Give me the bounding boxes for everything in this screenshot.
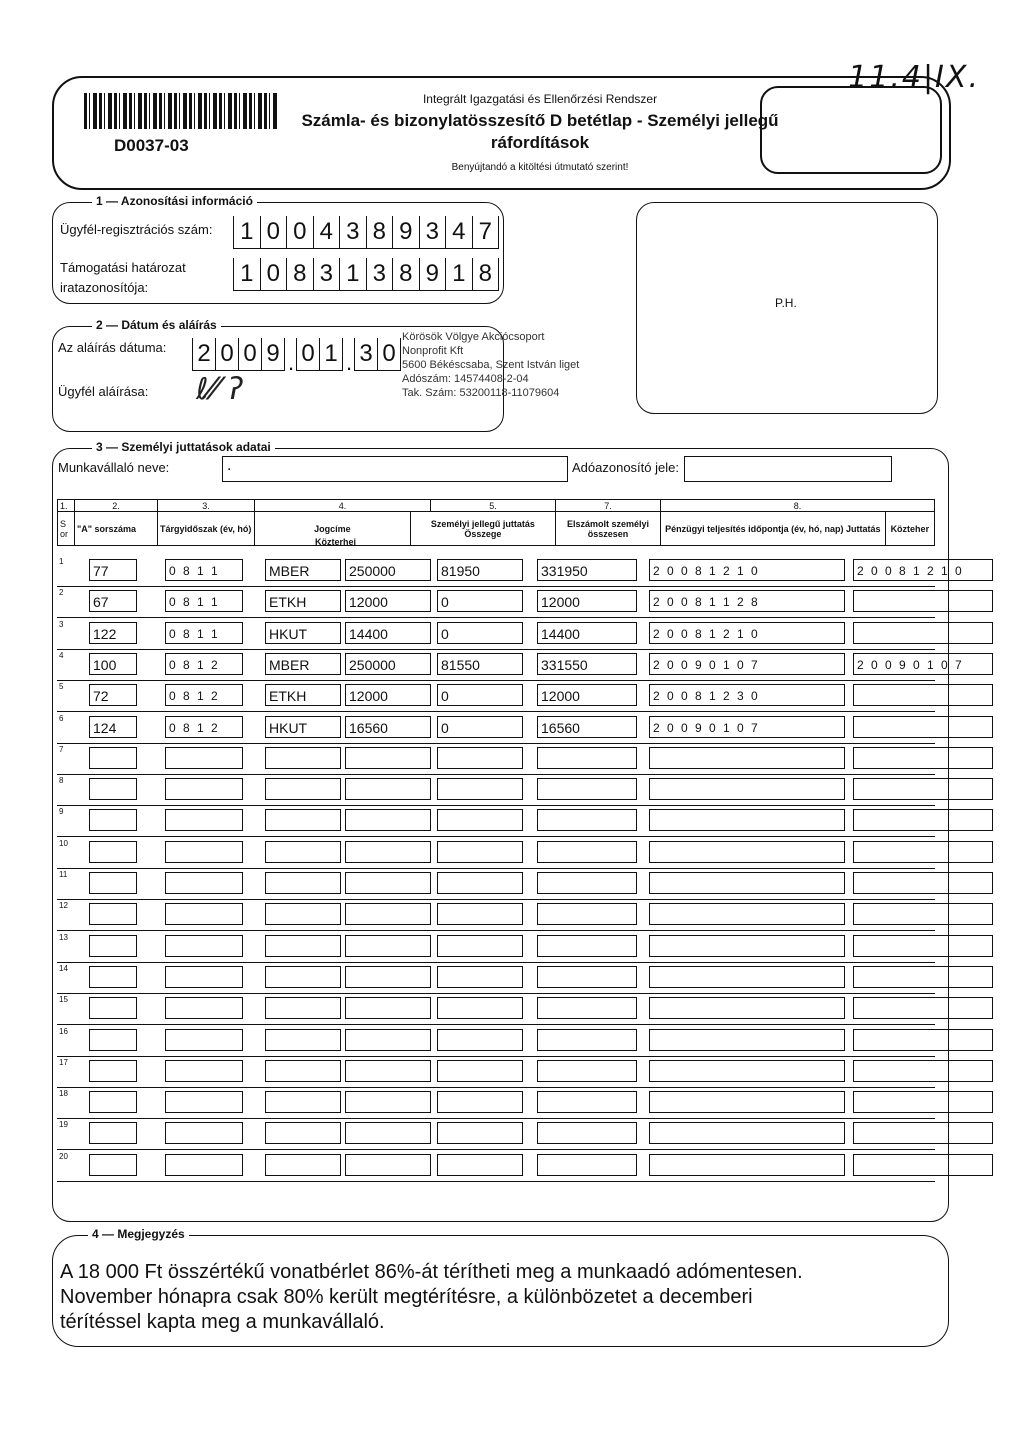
cell-tax[interactable]: 81950 bbox=[437, 559, 523, 581]
row-number: 12 bbox=[59, 901, 68, 911]
row-number: 17 bbox=[59, 1057, 68, 1067]
cell-period[interactable] bbox=[165, 966, 243, 988]
cell-total[interactable] bbox=[537, 778, 637, 800]
col-number: 3. bbox=[158, 500, 255, 512]
table-row bbox=[57, 555, 964, 587]
cell-amount[interactable] bbox=[345, 1154, 431, 1176]
col-number: 1. bbox=[58, 500, 75, 512]
employee-name-label: Munkavállaló neve: bbox=[58, 460, 170, 475]
row-number: 14 bbox=[59, 963, 68, 973]
remark-line: November hónapra csak 80% került megtérítésre, a különbözetet a decemberi bbox=[60, 1286, 753, 1308]
table-row bbox=[57, 1025, 935, 1057]
cell-a[interactable] bbox=[89, 809, 137, 831]
digit-box: 9 bbox=[261, 338, 285, 371]
cell-paid[interactable]: 2 0 0 8 1 1 2 8 bbox=[649, 590, 845, 612]
cell-tax[interactable] bbox=[437, 747, 523, 769]
row-number: 8 bbox=[59, 776, 64, 786]
cell-tax[interactable] bbox=[437, 841, 523, 863]
cell-total[interactable] bbox=[537, 809, 637, 831]
remark-line: A 18 000 Ft összértékű vonatbérlet 86%-át térítheti meg a munkaadó adómentesen. bbox=[60, 1261, 803, 1283]
cell-a[interactable] bbox=[89, 872, 137, 894]
section3-title: 3 — Személyi juttatások adatai bbox=[92, 440, 275, 454]
date-separator: . bbox=[288, 350, 295, 375]
digit-box: 7 bbox=[472, 216, 500, 249]
cell-type[interactable]: ETKH bbox=[265, 590, 341, 612]
cell-total[interactable]: 331550 bbox=[537, 653, 637, 675]
cell-type[interactable]: MBER bbox=[265, 559, 341, 581]
organization-stamp bbox=[402, 330, 632, 400]
reg-number-label: Ügyfél-regisztrációs szám: bbox=[60, 222, 213, 237]
digit-box: 3 bbox=[419, 216, 446, 249]
cell-amount[interactable]: 16560 bbox=[345, 716, 431, 738]
row-number: 4 bbox=[59, 650, 64, 660]
digit-box: 3 bbox=[313, 258, 340, 291]
cell-total[interactable] bbox=[537, 997, 637, 1019]
cell-type[interactable] bbox=[265, 778, 341, 800]
cell-amount[interactable] bbox=[345, 809, 431, 831]
date-year-digits[interactable] bbox=[192, 338, 285, 371]
digit-box: 1 bbox=[233, 216, 260, 249]
table-row bbox=[57, 1056, 935, 1088]
cell-tax[interactable] bbox=[437, 966, 523, 988]
cell-type[interactable] bbox=[265, 872, 341, 894]
handwritten-corner-note: 11.4|IX. bbox=[848, 60, 980, 95]
header-row-number: S or bbox=[58, 512, 75, 546]
cell-period[interactable]: 0 8 1 1 bbox=[165, 622, 243, 644]
digit-box: 3 bbox=[366, 258, 393, 291]
table-row bbox=[57, 743, 935, 775]
cell-period[interactable] bbox=[165, 1091, 243, 1113]
cell-amount[interactable] bbox=[345, 1060, 431, 1082]
decision-label-line2: iratazonosítója: bbox=[60, 280, 149, 295]
table-row bbox=[57, 899, 935, 931]
cell-total[interactable] bbox=[537, 747, 637, 769]
stamp-line: Tak. Szám: 53200118-11079604 bbox=[402, 387, 560, 399]
table-row bbox=[57, 774, 935, 806]
row-number: 20 bbox=[59, 1151, 68, 1161]
cell-amount[interactable]: 12000 bbox=[345, 684, 431, 706]
registration-stamp-box bbox=[760, 86, 942, 174]
decision-id-digits[interactable] bbox=[233, 258, 499, 291]
table-row bbox=[57, 649, 964, 681]
row-number: 7 bbox=[59, 744, 64, 754]
cell-paid[interactable]: 2 0 0 9 0 1 0 7 bbox=[649, 653, 845, 675]
cell-a[interactable] bbox=[89, 903, 137, 925]
cell-taxpaid[interactable] bbox=[853, 872, 993, 894]
cell-paid[interactable] bbox=[649, 903, 845, 925]
cell-paid[interactable] bbox=[649, 1154, 845, 1176]
cell-taxpaid[interactable] bbox=[853, 903, 993, 925]
cell-a[interactable] bbox=[89, 935, 137, 957]
cell-amount[interactable] bbox=[345, 903, 431, 925]
table-row bbox=[57, 1150, 935, 1182]
cell-amount[interactable]: 250000 bbox=[345, 559, 431, 581]
cell-total[interactable]: 16560 bbox=[537, 716, 637, 738]
cell-amount[interactable]: 250000 bbox=[345, 653, 431, 675]
cell-type[interactable]: MBER bbox=[265, 653, 341, 675]
digit-box: 1 bbox=[233, 258, 260, 291]
digit-box: 4 bbox=[313, 216, 340, 249]
cell-type[interactable] bbox=[265, 997, 341, 1019]
cell-a[interactable] bbox=[89, 997, 137, 1019]
row-number: 13 bbox=[59, 932, 68, 942]
row-number: 6 bbox=[59, 713, 64, 723]
digit-box: 0 bbox=[296, 338, 319, 371]
cell-paid[interactable] bbox=[649, 1091, 845, 1113]
digit-box: 0 bbox=[260, 216, 287, 249]
table-row bbox=[57, 868, 935, 900]
cell-tax[interactable] bbox=[437, 1154, 523, 1176]
cell-period[interactable] bbox=[165, 747, 243, 769]
cell-taxpaid[interactable] bbox=[853, 778, 993, 800]
cell-period[interactable] bbox=[165, 935, 243, 957]
seal-label: P.H. bbox=[775, 296, 797, 310]
row-number: 2 bbox=[59, 588, 64, 598]
cell-amount[interactable] bbox=[345, 997, 431, 1019]
cell-period[interactable] bbox=[165, 1029, 243, 1051]
section1-title: 1 — Azonosítási információ bbox=[92, 194, 257, 208]
cell-total[interactable] bbox=[537, 903, 637, 925]
cell-tax[interactable] bbox=[437, 872, 523, 894]
cell-a[interactable]: 100 bbox=[89, 653, 137, 675]
cell-total[interactable]: 12000 bbox=[537, 590, 637, 612]
cell-paid[interactable] bbox=[649, 1122, 845, 1144]
stamp-line: Nonprofit Kft bbox=[402, 345, 464, 357]
cell-a[interactable] bbox=[89, 747, 137, 769]
cell-type[interactable]: ETKH bbox=[265, 684, 341, 706]
digit-box: 3 bbox=[354, 338, 377, 371]
cell-taxpaid[interactable] bbox=[853, 1091, 993, 1113]
cell-a[interactable]: 72 bbox=[89, 684, 137, 706]
taxid-label: Adóazonosító jele: bbox=[572, 460, 679, 475]
cell-tax[interactable]: 81550 bbox=[437, 653, 523, 675]
cell-paid[interactable] bbox=[649, 997, 845, 1019]
cell-tax[interactable] bbox=[437, 1029, 523, 1051]
table-row bbox=[57, 618, 935, 650]
cell-type[interactable] bbox=[265, 747, 341, 769]
cell-period[interactable] bbox=[165, 1122, 243, 1144]
cell-tax[interactable]: 0 bbox=[437, 622, 523, 644]
cell-period[interactable]: 0 8 1 2 bbox=[165, 716, 243, 738]
cell-type[interactable] bbox=[265, 1091, 341, 1113]
cell-amount[interactable] bbox=[345, 747, 431, 769]
cell-total[interactable] bbox=[537, 1154, 637, 1176]
cell-period[interactable] bbox=[165, 778, 243, 800]
date-separator: . bbox=[346, 350, 353, 375]
table-row bbox=[57, 805, 935, 837]
cell-total[interactable] bbox=[537, 1091, 637, 1113]
cell-taxpaid[interactable] bbox=[853, 622, 993, 644]
cell-a[interactable] bbox=[89, 1154, 137, 1176]
cell-tax[interactable] bbox=[437, 809, 523, 831]
col-number: 4. bbox=[255, 500, 431, 512]
row-number: 19 bbox=[59, 1120, 68, 1130]
table-row bbox=[57, 680, 935, 712]
cell-a[interactable] bbox=[89, 841, 137, 863]
cell-type[interactable] bbox=[265, 809, 341, 831]
section2-title: 2 — Dátum és aláírás bbox=[92, 318, 221, 332]
cell-paid[interactable] bbox=[649, 966, 845, 988]
date-label: Az aláírás dátuma: bbox=[58, 340, 167, 355]
cell-a[interactable] bbox=[89, 778, 137, 800]
barcode bbox=[84, 93, 278, 129]
decision-label-line1: Támogatási határozat bbox=[60, 260, 186, 275]
cell-paid[interactable] bbox=[649, 1060, 845, 1082]
cell-amount[interactable] bbox=[345, 966, 431, 988]
cell-tax[interactable] bbox=[437, 903, 523, 925]
cell-paid[interactable]: 2 0 0 9 0 1 0 7 bbox=[649, 716, 845, 738]
cell-period[interactable]: 0 8 1 2 bbox=[165, 653, 243, 675]
cell-total[interactable] bbox=[537, 1060, 637, 1082]
cell-taxpaid[interactable] bbox=[853, 590, 993, 612]
cell-period[interactable]: 0 8 1 1 bbox=[165, 590, 243, 612]
cell-period[interactable] bbox=[165, 841, 243, 863]
cell-total[interactable] bbox=[537, 872, 637, 894]
digit-box: 3 bbox=[339, 216, 366, 249]
digit-box: 9 bbox=[392, 216, 419, 249]
cell-tax[interactable]: 0 bbox=[437, 684, 523, 706]
table-row bbox=[57, 1087, 935, 1119]
cell-a[interactable] bbox=[89, 1060, 137, 1082]
cell-amount[interactable] bbox=[345, 935, 431, 957]
cell-a[interactable]: 77 bbox=[89, 559, 137, 581]
cell-amount[interactable] bbox=[345, 1091, 431, 1113]
cell-type[interactable]: HKUT bbox=[265, 622, 341, 644]
system-name: Integrált Igazgatási és Ellenőrzési Rendszer bbox=[422, 92, 658, 106]
stamp-line: Adószám: 14574408-2-04 bbox=[402, 373, 529, 385]
cell-period[interactable] bbox=[165, 1154, 243, 1176]
cell-a[interactable] bbox=[89, 1091, 137, 1113]
cell-taxpaid[interactable] bbox=[853, 1029, 993, 1051]
cell-taxpaid[interactable] bbox=[853, 1122, 993, 1144]
remark-line: térítéssel kapta meg a munkavállaló. bbox=[60, 1311, 385, 1333]
cell-amount[interactable] bbox=[345, 1122, 431, 1144]
header-payment-date: Pénzügyi teljesítés időpontja (év, hó, nap) Juttatás bbox=[661, 512, 886, 546]
cell-type[interactable] bbox=[265, 1060, 341, 1082]
row-number: 11 bbox=[59, 870, 68, 879]
cell-period[interactable]: 0 8 1 1 bbox=[165, 559, 243, 581]
digit-box: 8 bbox=[472, 258, 500, 291]
cell-tax[interactable] bbox=[437, 997, 523, 1019]
cell-amount[interactable]: 14400 bbox=[345, 622, 431, 644]
digit-box: 1 bbox=[339, 258, 366, 291]
cell-taxpaid[interactable]: 2 0 0 8 1 2 1 0 bbox=[853, 559, 993, 581]
cell-type[interactable] bbox=[265, 841, 341, 863]
cell-total[interactable] bbox=[537, 1122, 637, 1144]
cell-taxpaid[interactable] bbox=[853, 997, 993, 1019]
digit-box: 1 bbox=[445, 258, 472, 291]
row-number: 1 bbox=[59, 557, 64, 566]
cell-type[interactable] bbox=[265, 1029, 341, 1051]
digit-box: 2 bbox=[192, 338, 215, 371]
table-row bbox=[57, 712, 935, 744]
col-number: 2. bbox=[75, 500, 158, 512]
cell-a[interactable] bbox=[89, 966, 137, 988]
cell-amount[interactable]: 12000 bbox=[345, 590, 431, 612]
cell-paid[interactable] bbox=[649, 809, 845, 831]
cell-amount[interactable] bbox=[345, 872, 431, 894]
table-row bbox=[57, 962, 935, 994]
cell-paid[interactable] bbox=[649, 1029, 845, 1051]
cell-a[interactable]: 124 bbox=[89, 716, 137, 738]
cell-tax[interactable] bbox=[437, 935, 523, 957]
cell-taxpaid[interactable] bbox=[853, 1154, 993, 1176]
cell-total[interactable] bbox=[537, 935, 637, 957]
row-number: 15 bbox=[59, 995, 68, 1005]
header-tax: Közterhei bbox=[315, 537, 357, 547]
digit-box: 4 bbox=[445, 216, 472, 249]
cell-taxpaid[interactable] bbox=[853, 684, 993, 706]
cell-taxpaid[interactable] bbox=[853, 809, 993, 831]
digit-box: 0 bbox=[377, 338, 401, 371]
digit-box: 8 bbox=[366, 216, 393, 249]
cell-amount[interactable] bbox=[345, 778, 431, 800]
submission-note: Benyújtandó a kitöltési útmutató szerint! bbox=[451, 162, 629, 173]
cell-paid[interactable] bbox=[649, 872, 845, 894]
reg-number-digits[interactable] bbox=[233, 216, 499, 249]
cell-paid[interactable] bbox=[649, 841, 845, 863]
cell-period[interactable] bbox=[165, 872, 243, 894]
form-code: D0037-03 bbox=[114, 136, 189, 155]
date-month-digits[interactable] bbox=[296, 338, 343, 371]
cell-tax[interactable] bbox=[437, 778, 523, 800]
cell-tax[interactable]: 0 bbox=[437, 590, 523, 612]
digit-box: 8 bbox=[286, 258, 313, 291]
cell-paid[interactable]: 2 0 0 8 1 2 1 0 bbox=[649, 622, 845, 644]
cell-taxpaid[interactable] bbox=[853, 747, 993, 769]
signature-scribble: ℓ⁄⁄ ʔ bbox=[196, 372, 244, 407]
header-a-number: "A" sorszáma bbox=[75, 512, 158, 546]
cell-period[interactable] bbox=[165, 1060, 243, 1082]
digit-box: 0 bbox=[215, 338, 238, 371]
cell-paid[interactable] bbox=[649, 747, 845, 769]
cell-taxpaid[interactable] bbox=[853, 841, 993, 863]
cell-a[interactable] bbox=[89, 1029, 137, 1051]
col-number: 8. bbox=[661, 500, 935, 512]
cell-total[interactable] bbox=[537, 841, 637, 863]
row-number: 9 bbox=[59, 807, 64, 817]
cell-period[interactable]: 0 8 1 2 bbox=[165, 684, 243, 706]
employee-name-field[interactable]: . bbox=[222, 456, 568, 482]
cell-a[interactable] bbox=[89, 1122, 137, 1144]
cell-taxpaid[interactable] bbox=[853, 966, 993, 988]
row-number: 5 bbox=[59, 682, 64, 692]
cell-tax[interactable] bbox=[437, 1122, 523, 1144]
cell-amount[interactable] bbox=[345, 841, 431, 863]
cell-type[interactable] bbox=[265, 935, 341, 957]
stamp-line: 5600 Békéscsaba, Szent István liget bbox=[402, 359, 580, 371]
cell-a[interactable]: 67 bbox=[89, 590, 137, 612]
table-row bbox=[57, 837, 935, 869]
cell-tax[interactable] bbox=[437, 1091, 523, 1113]
digit-box: 0 bbox=[260, 258, 287, 291]
table-row bbox=[57, 931, 935, 963]
digit-box: 0 bbox=[238, 338, 261, 371]
table-row bbox=[57, 1118, 935, 1150]
cell-total[interactable]: 331950 bbox=[537, 559, 637, 581]
cell-total[interactable]: 14400 bbox=[537, 622, 637, 644]
cell-total[interactable]: 12000 bbox=[537, 684, 637, 706]
cell-a[interactable]: 122 bbox=[89, 622, 137, 644]
digit-box: 0 bbox=[286, 216, 313, 249]
table-row bbox=[57, 586, 935, 618]
cell-paid[interactable] bbox=[649, 935, 845, 957]
stamp-line: Körösök Völgye Akciócsoport bbox=[402, 331, 545, 343]
cell-tax[interactable] bbox=[437, 1060, 523, 1082]
taxid-field[interactable] bbox=[684, 456, 892, 482]
cell-paid[interactable]: 2 0 0 8 1 2 3 0 bbox=[649, 684, 845, 706]
header-period: Tárgyidőszak (év, hó) bbox=[158, 512, 255, 546]
header-total: Elszámolt személyi összesen bbox=[556, 512, 661, 546]
cell-type[interactable] bbox=[265, 903, 341, 925]
section4-title: 4 — Megjegyzés bbox=[88, 1227, 189, 1241]
cell-paid[interactable]: 2 0 0 8 1 2 1 0 bbox=[649, 559, 845, 581]
cell-total[interactable] bbox=[537, 1029, 637, 1051]
cell-type[interactable]: HKUT bbox=[265, 716, 341, 738]
col-number: 5. bbox=[431, 500, 556, 512]
cell-paid[interactable] bbox=[649, 778, 845, 800]
cell-taxpaid[interactable] bbox=[853, 1060, 993, 1082]
row-number: 18 bbox=[59, 1089, 68, 1099]
cell-period[interactable] bbox=[165, 809, 243, 831]
digit-box: 9 bbox=[419, 258, 446, 291]
digit-box: 1 bbox=[319, 338, 343, 371]
date-day-digits[interactable] bbox=[354, 338, 401, 371]
digit-box: 8 bbox=[392, 258, 419, 291]
cell-type[interactable] bbox=[265, 1122, 341, 1144]
benefits-table-header bbox=[57, 499, 935, 546]
header-amount: Személyi jellegű juttatás Összege bbox=[410, 512, 555, 546]
row-number: 16 bbox=[59, 1026, 68, 1036]
header-type: Jogcíme bbox=[255, 512, 411, 546]
form-title: Számla- és bizonylatösszesítő D betétlap - Személyi jellegű ráfordítások bbox=[301, 111, 779, 152]
header-tax-paid: Közteher bbox=[885, 512, 934, 546]
cell-taxpaid[interactable] bbox=[853, 716, 993, 738]
remarks-text bbox=[60, 1260, 940, 1335]
cell-total[interactable] bbox=[537, 966, 637, 988]
cell-type[interactable] bbox=[265, 1154, 341, 1176]
cell-amount[interactable] bbox=[345, 1029, 431, 1051]
row-number: 3 bbox=[59, 619, 64, 629]
cell-period[interactable] bbox=[165, 997, 243, 1019]
signature-label: Ügyfél aláírása: bbox=[58, 384, 149, 399]
cell-tax[interactable]: 0 bbox=[437, 716, 523, 738]
col-number: 7. bbox=[556, 500, 661, 512]
table-row bbox=[57, 993, 935, 1025]
cell-taxpaid[interactable] bbox=[853, 935, 993, 957]
row-number: 10 bbox=[59, 838, 68, 848]
cell-type[interactable] bbox=[265, 966, 341, 988]
cell-taxpaid[interactable]: 2 0 0 9 0 1 0 7 bbox=[853, 653, 993, 675]
cell-period[interactable] bbox=[165, 903, 243, 925]
